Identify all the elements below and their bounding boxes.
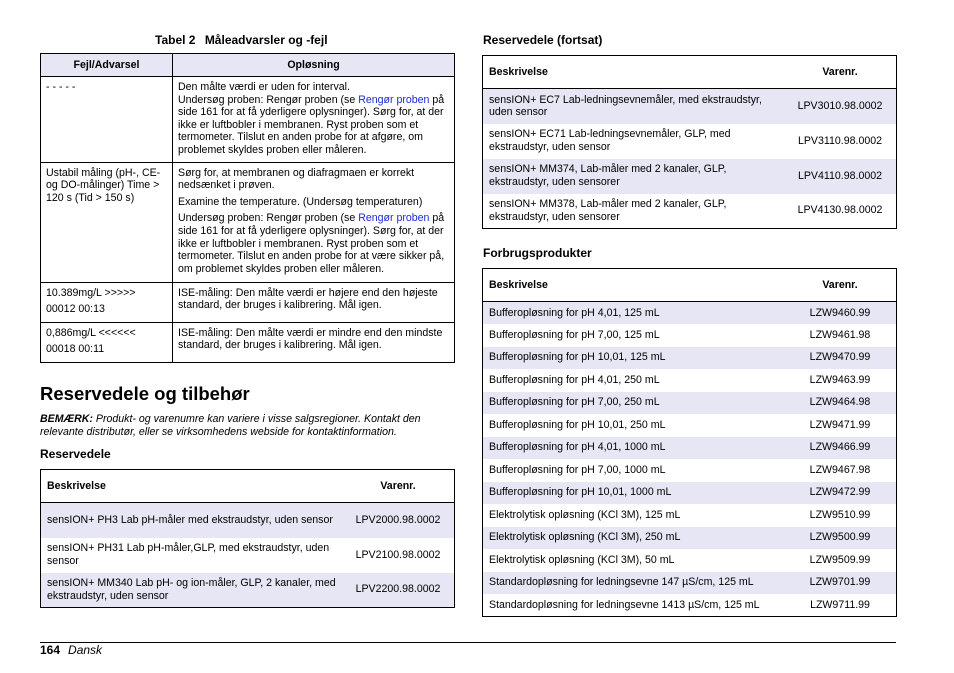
parts-header-no: Varenr. bbox=[342, 470, 455, 503]
solution-cell bbox=[173, 322, 455, 362]
table-row bbox=[483, 392, 897, 415]
table-row bbox=[483, 324, 897, 347]
table-row bbox=[483, 549, 897, 572]
page-number: 164 bbox=[40, 643, 61, 657]
parts-table bbox=[40, 469, 455, 608]
error-cell bbox=[41, 322, 173, 362]
table-row bbox=[41, 162, 455, 282]
item-description: sensION+ EC7 Lab-ledningsevnemåler, med ekstraudstyr, uden sensor bbox=[483, 89, 785, 124]
item-description: Standardopløsning for ledningsevne 147 µS/cm, 125 mL bbox=[483, 572, 785, 595]
table2-caption-number: Tabel 2 bbox=[155, 33, 196, 47]
table-row bbox=[483, 89, 897, 124]
errors-table-body bbox=[41, 77, 455, 363]
item-number: LZW9463.99 bbox=[809, 373, 871, 386]
error-text: 00012 00:13 bbox=[46, 303, 105, 316]
item-description: Bufferopløsning for pH 10,01, 250 mL bbox=[489, 418, 666, 431]
item-number: LZW9701.99 bbox=[784, 572, 897, 595]
table-row bbox=[483, 594, 897, 617]
table-row bbox=[41, 77, 455, 163]
item-number: LZW9472.99 bbox=[784, 482, 897, 505]
item-number: LPV2000.98.0002 bbox=[342, 503, 455, 538]
table2-caption-title: Måleadvarsler og -fejl bbox=[204, 33, 328, 47]
solution-text-part: Den målte værdi er uden for interval. Undersøg proben: Rengør proben (se bbox=[178, 81, 356, 106]
item-number: LPV2100.98.0002 bbox=[355, 548, 441, 561]
table-row bbox=[483, 482, 897, 505]
item-number: LPV3110.98.0002 bbox=[797, 134, 883, 147]
item-description: Bufferopløsning for pH 7,00, 125 mL bbox=[489, 328, 660, 341]
solution-cell bbox=[173, 162, 455, 282]
table2-caption bbox=[155, 33, 328, 47]
errors-header-error: Fejl/Advarsel bbox=[41, 54, 173, 77]
item-number: LZW9500.99 bbox=[784, 527, 897, 550]
consumables-header-desc: Beskrivelse bbox=[483, 269, 785, 302]
item-description: sensION+ MM378, Lab-måler med 2 kanaler, GLP, ekstraudstyr, uden sensorer bbox=[489, 198, 727, 223]
item-description: Standardopløsning for ledningsevne 1413 µS/cm, 125 mL bbox=[489, 598, 760, 611]
item-description: Elektrolytisk opløsning (KCl 3M), 125 mL bbox=[489, 508, 681, 521]
error-text: 10.389mg/L >>>>> bbox=[46, 286, 136, 299]
errors-table bbox=[40, 53, 455, 363]
item-number: LZW9461.98 bbox=[809, 328, 871, 341]
error-text: 0,886mg/L <<<<<< bbox=[46, 326, 136, 339]
item-description: sensION+ PH31 Lab pH-måler,GLP, med ekstraudstyr, uden sensor bbox=[47, 542, 330, 567]
parts-cont-table bbox=[482, 55, 897, 229]
item-number: LZW9467.98 bbox=[809, 463, 871, 476]
item-number: LZW9466.99 bbox=[784, 437, 897, 460]
footer-divider bbox=[40, 642, 896, 643]
table-row bbox=[483, 459, 897, 482]
error-text: Ustabil måling (pH-, CE- og DO-målinger) Time > 120 s (Tid > 150 s) bbox=[46, 166, 161, 204]
solution-text bbox=[178, 327, 449, 352]
item-number: LZW9464.98 bbox=[784, 392, 897, 415]
note-text: Produkt- og varenumre kan variere i visse salgsregioner. Kontakt den relevante distributør, eller se virksomhedens webside for kontaktinformation. bbox=[40, 413, 421, 438]
table-row bbox=[41, 573, 455, 608]
table-row bbox=[483, 194, 897, 229]
item-description: Bufferopløsning for pH 4,01, 250 mL bbox=[489, 373, 660, 386]
section-title: Reservedele og tilbehør bbox=[40, 383, 250, 404]
solution-text bbox=[178, 287, 449, 312]
table-row bbox=[483, 414, 897, 437]
item-description: Elektrolytisk opløsning (KCl 3M), 50 mL bbox=[489, 553, 675, 566]
item-description: Bufferopløsning for pH 10,01, 125 mL bbox=[483, 347, 785, 370]
table-row bbox=[41, 282, 455, 322]
footer bbox=[40, 643, 102, 657]
item-description: Elektrolytisk opløsning (KCl 3M), 250 mL bbox=[483, 527, 785, 550]
clean-probe-link[interactable]: Rengør proben bbox=[358, 93, 430, 106]
errors-header-solution: Opløsning bbox=[173, 54, 455, 77]
parts-cont-table-body bbox=[483, 89, 897, 229]
table-row bbox=[41, 538, 455, 573]
note bbox=[40, 413, 455, 438]
parts-header-desc: Beskrivelse bbox=[41, 470, 343, 503]
error-cell bbox=[41, 77, 173, 163]
solution-text-part: ISE-måling: Den målte værdi er højere end den højeste standard, der bruges i kalibrering. Mål igen. bbox=[178, 286, 438, 312]
item-description: Bufferopløsning for pH 7,00, 250 mL bbox=[483, 392, 785, 415]
solution-text bbox=[178, 81, 449, 157]
solution-text-part: Examine the temperature. (Undersøg temperaturen) bbox=[178, 195, 423, 208]
consumables-table bbox=[482, 268, 897, 617]
parts-cont-heading: Reservedele (fortsat) bbox=[483, 33, 603, 47]
item-number: LPV4130.98.0002 bbox=[797, 204, 883, 217]
clean-probe-link[interactable]: Rengør proben bbox=[358, 212, 430, 225]
parts-heading: Reservedele bbox=[40, 447, 111, 461]
table-row bbox=[483, 302, 897, 325]
item-number: LZW9509.99 bbox=[809, 553, 871, 566]
item-description: Bufferopløsning for pH 4,01, 1000 mL bbox=[483, 437, 785, 460]
table-row bbox=[41, 503, 455, 538]
parts-table-body bbox=[41, 503, 455, 608]
solution-text bbox=[178, 167, 449, 192]
solution-cell bbox=[173, 282, 455, 322]
parts-cont-header-no: Varenr. bbox=[784, 56, 897, 89]
item-number: LZW9470.99 bbox=[784, 347, 897, 370]
solution-text bbox=[178, 212, 449, 275]
item-description: sensION+ PH3 Lab pH-måler med ekstraudstyr, uden sensor bbox=[41, 503, 343, 538]
item-description: Bufferopløsning for pH 4,01, 125 mL bbox=[483, 302, 785, 325]
consumables-table-body bbox=[483, 302, 897, 617]
solution-text-part: ISE-måling: Den målte værdi er mindre end den mindste standard, der bruges i kalibrering. Mål igen. bbox=[178, 326, 443, 352]
item-number: LPV4110.98.0002 bbox=[784, 159, 897, 194]
solution-cell bbox=[173, 77, 455, 163]
error-cell bbox=[41, 282, 173, 322]
table-row bbox=[483, 437, 897, 460]
table-row bbox=[483, 369, 897, 392]
table-row bbox=[483, 347, 897, 370]
consumables-header-no: Varenr. bbox=[784, 269, 897, 302]
solution-text-part: Undersøg proben: Rengør proben (se bbox=[178, 212, 359, 225]
solution-text-part: Sørg for, at membranen og diafragmaen er korrekt nedsænket i prøven. bbox=[178, 166, 415, 192]
item-description: Bufferopløsning for pH 10,01, 1000 mL bbox=[483, 482, 785, 505]
footer-language: Dansk bbox=[68, 643, 103, 657]
solution-text-part: på side 161 for at få yderligere oplysninger). Sørg for, at der ikke er luftbobler i membranen. Ryst proben som et termometer. Tilslut en anden probe for at afgøre, om problemet skyldes proben eller måleren. bbox=[178, 93, 445, 156]
table-row bbox=[483, 527, 897, 550]
item-description: sensION+ MM374, Lab-måler med 2 kanaler, GLP, ekstraudstyr, uden sensorer bbox=[483, 159, 785, 194]
error-text: 00018 00:11 bbox=[46, 343, 105, 356]
consumables-heading: Forbrugsprodukter bbox=[483, 246, 592, 260]
item-description: sensION+ EC71 Lab-ledningsevnemåler, GLP, med ekstraudstyr, uden sensor bbox=[489, 128, 731, 153]
error-text: - - - - - bbox=[46, 81, 76, 93]
table-row bbox=[483, 504, 897, 527]
item-number: LZW9471.99 bbox=[809, 418, 871, 431]
solution-text bbox=[178, 196, 449, 209]
parts-cont-header-desc: Beskrivelse bbox=[483, 56, 785, 89]
table-row bbox=[483, 572, 897, 595]
item-number: LPV3010.98.0002 bbox=[784, 89, 897, 124]
item-description: sensION+ MM340 Lab pH- og ion-måler, GLP, 2 kanaler, med ekstraudstyr, uden sensor bbox=[41, 573, 343, 608]
item-number: LZW9510.99 bbox=[809, 508, 871, 521]
item-description: Bufferopløsning for pH 7,00, 1000 mL bbox=[489, 463, 666, 476]
item-number: LZW9711.99 bbox=[810, 598, 870, 611]
item-number: LZW9460.99 bbox=[784, 302, 897, 325]
item-number: LPV2200.98.0002 bbox=[342, 573, 455, 608]
table-row bbox=[41, 322, 455, 362]
table-row bbox=[483, 124, 897, 159]
note-label: BEMÆRK: bbox=[40, 413, 93, 425]
error-cell bbox=[41, 162, 173, 282]
solution-text-part: på side 161 for at få yderligere oplysninger). Sørg for, at der ikke er luftbobler i membranen. Ryst proben som et termometer. Tilslut en anden probe for at være sikker på, om problemet skyldes proben eller måleren. bbox=[178, 212, 445, 275]
table-row bbox=[483, 159, 897, 194]
